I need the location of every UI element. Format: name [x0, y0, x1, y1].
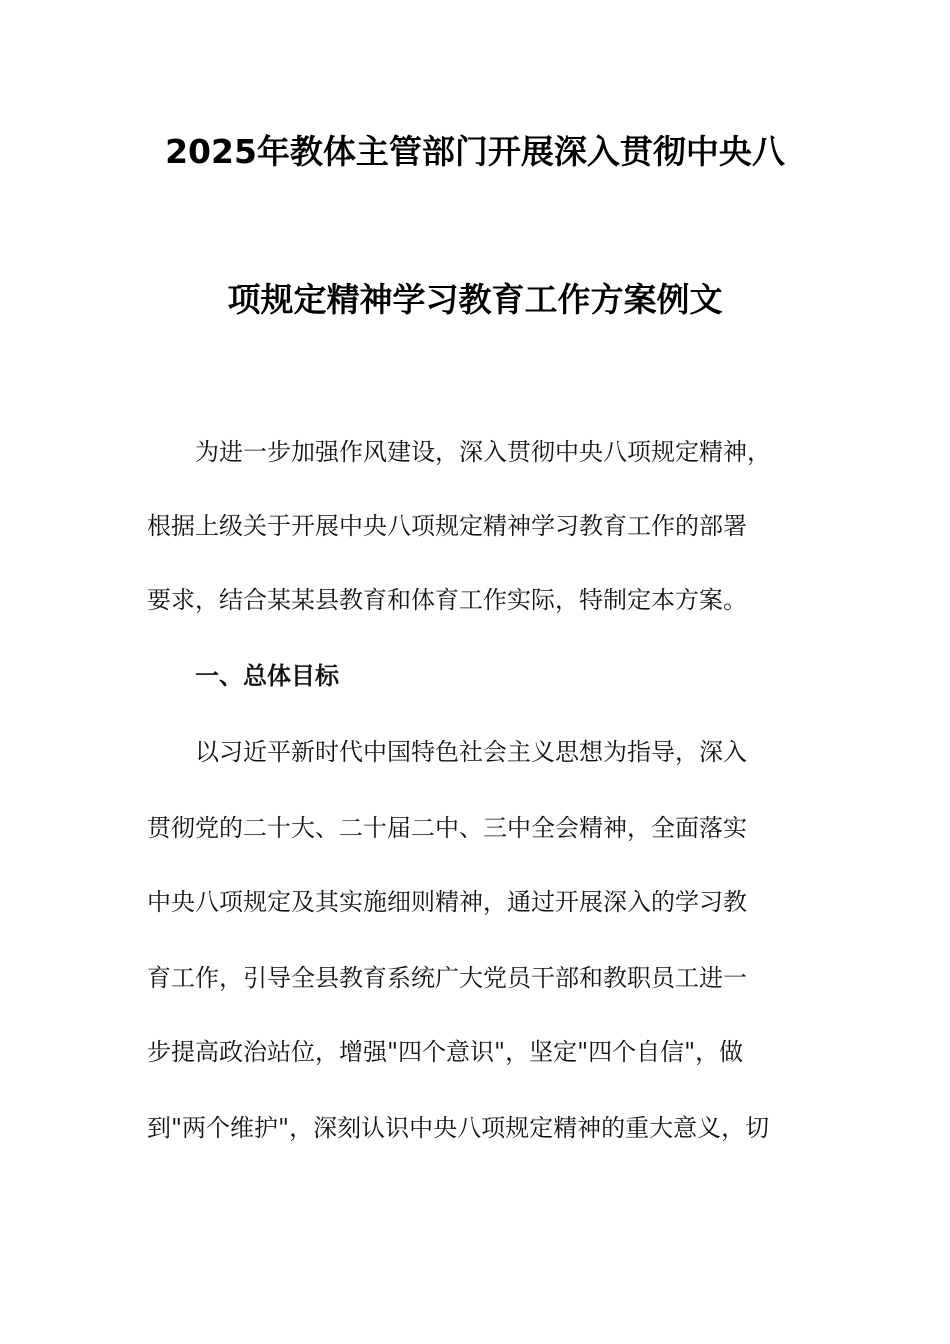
intro-paragraph-line: 要求，结合某某县教育和体育工作实际，特制定本方案。: [147, 586, 747, 614]
section-paragraph-line: 到"两个维护"，深刻认识中央八项规定精神的重大意义，切: [147, 1114, 770, 1142]
section-paragraph-line: 贯彻党的二十大、二十届二中、三中全会精神，全面落实: [147, 814, 747, 842]
document-title-line-1: 2025年教体主管部门开展深入贯彻中央八: [165, 132, 785, 171]
section-paragraph-line: 步提高政治站位，增强"四个意识"，坚定"四个自信"，做: [147, 1038, 744, 1066]
document-title-line-2: 项规定精神学习教育工作方案例文: [227, 280, 723, 319]
intro-paragraph-line: 根据上级关于开展中央八项规定精神学习教育工作的部署: [147, 512, 747, 540]
section-paragraph-line: 中央八项规定及其实施细则精神，通过开展深入的学习教: [147, 888, 747, 916]
section-heading: 一、总体目标: [195, 662, 339, 690]
section-paragraph-line: 育工作，引导全县教育系统广大党员干部和教职员工进一: [147, 964, 747, 992]
section-paragraph-line: 以习近平新时代中国特色社会主义思想为指导，深入: [195, 738, 747, 766]
intro-paragraph-line: 为进一步加强作风建设，深入贯彻中央八项规定精神，: [195, 438, 771, 466]
